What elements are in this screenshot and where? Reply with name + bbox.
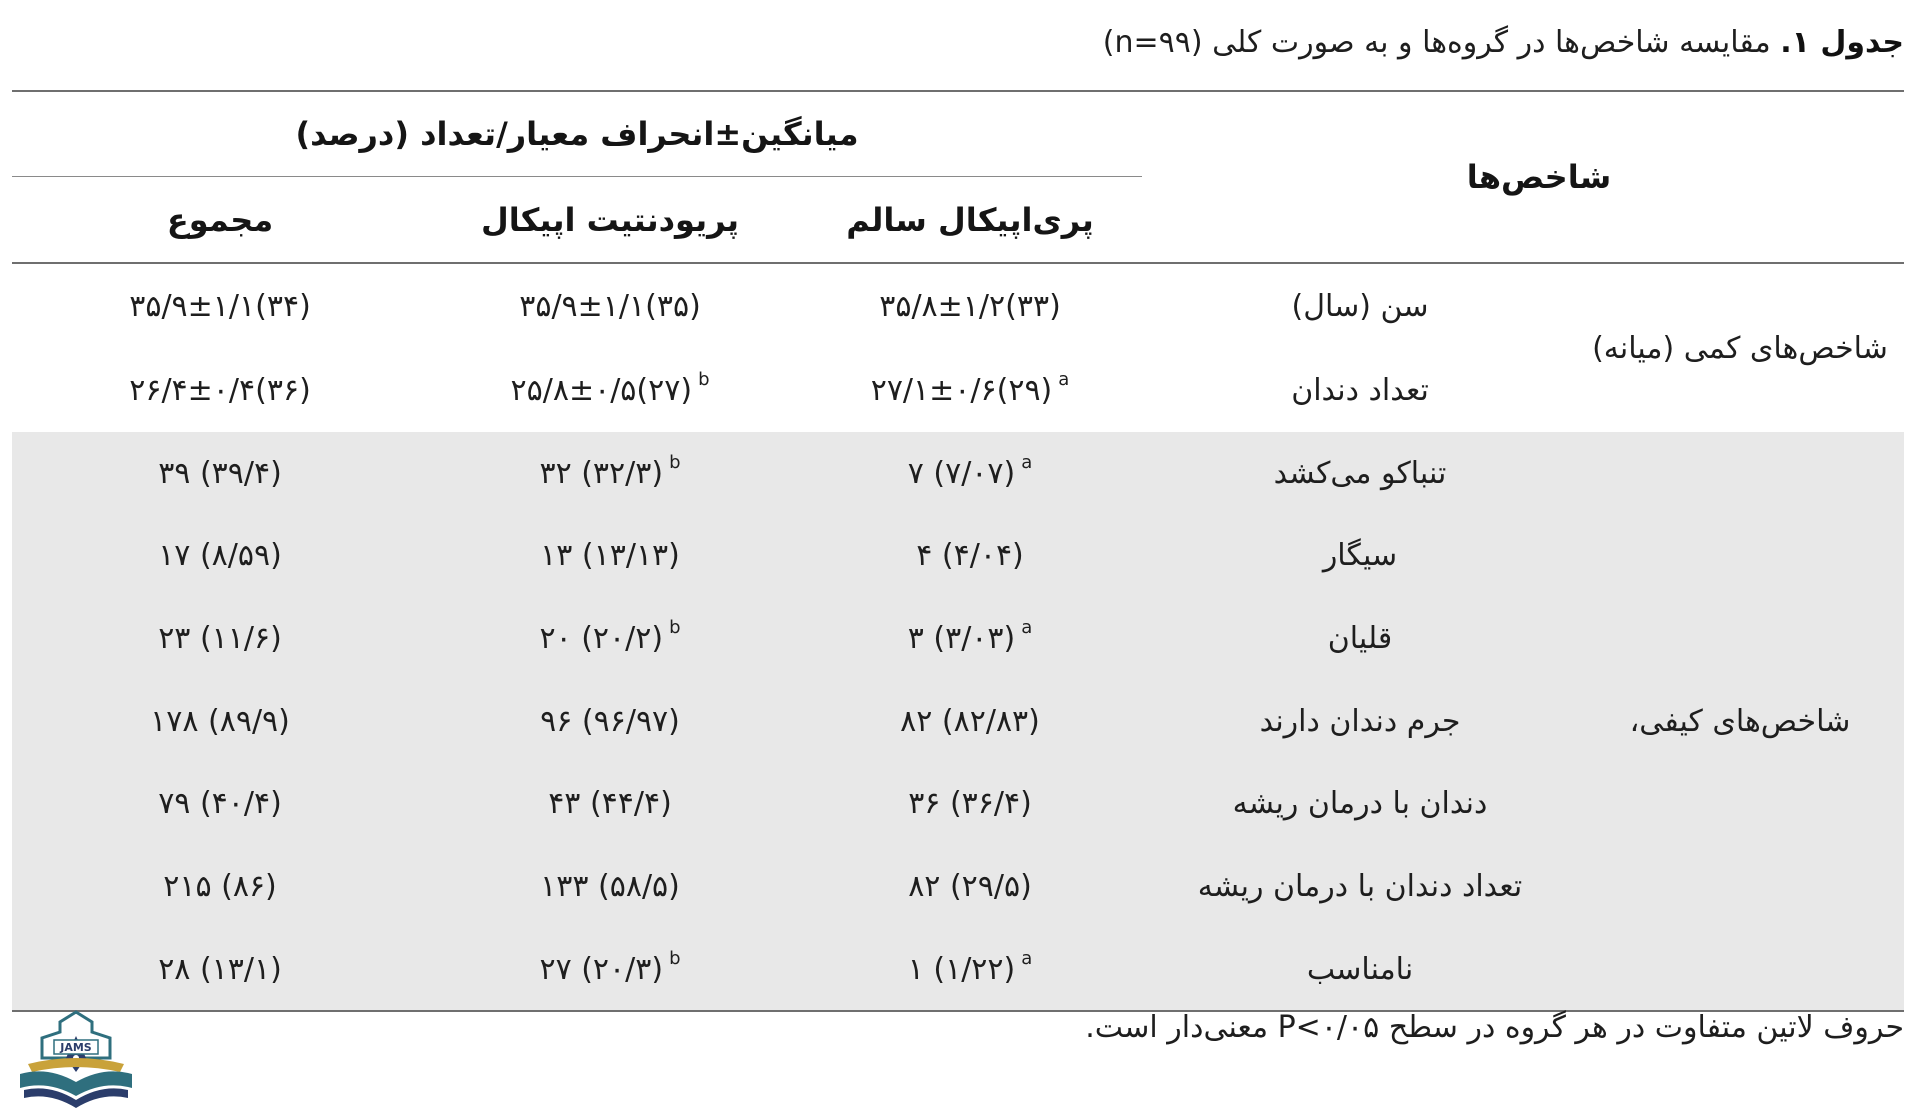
significance-mark: b [669, 616, 681, 638]
cell-periodontitis: ۲۰ (۲۰/۲) $^b$ [539, 616, 681, 656]
row-label: جرم دندان دارند [1259, 703, 1461, 739]
cell-total: ۱۷۸ (۸۹/۹) [150, 703, 290, 739]
journal-logo [14, 1008, 138, 1114]
cell-total: ۲۶/۴±۰/۴(۳۶) [129, 372, 311, 408]
header-indicators: شاخص‌ها [1466, 158, 1612, 196]
header-col-total: مجموع [166, 201, 274, 239]
row-label: سیگار [1322, 537, 1398, 573]
cell-total: ۲۳ (۱۱/۶) [158, 620, 282, 656]
significance-mark: b [669, 451, 681, 473]
significance-mark: b [669, 947, 681, 969]
cell-periodontitis: ۳۲ (۳۲/۳) $^b$ [539, 451, 681, 491]
cell-periodontitis: ۳۵/۹±۱/۱(۳۵) [519, 288, 701, 324]
table-footnote: حروف لاتین متفاوت در هر گروه در سطح P<۰/۰۵ معنی‌دار است. [1085, 1010, 1904, 1045]
cell-total: ۲۸ (۱۳/۱) [158, 951, 282, 987]
cell-total: ۲۱۵ (۸۶) [163, 868, 277, 904]
cell-healthy: ۸۲ (۸۲/۸۳) [900, 703, 1040, 739]
cell-periodontitis: ۱۳۳ (۵۸/۵) [540, 868, 680, 904]
cell-periodontitis: ۴۳ (۴۴/۴) [548, 785, 672, 821]
row-label: نامناسب [1306, 951, 1414, 987]
row-label: تعداد دندان [1291, 372, 1429, 408]
cell-periodontitis: ۹۶ (۹۶/۹۷) [540, 703, 680, 739]
cell-healthy: ۲۷/۱±۰/۶(۲۹) $^a$ [870, 368, 1070, 408]
caption-n: (n=۹۹) [1102, 25, 1203, 60]
svg-text:JAMS: JAMS [60, 1041, 92, 1054]
cell-healthy: ۳۵/۸±۱/۲(۳۳) [879, 288, 1061, 324]
cell-healthy: ۷ (۷/۰۷) $^a$ [907, 451, 1033, 491]
header-group-span: میانگین±انحراف معیار/تعداد (درصد) [295, 115, 859, 153]
cell-periodontitis: ۲۵/۸±۰/۵(۲۷) $^b$ [510, 368, 710, 408]
header-col-periodontitis: پریودنتیت اپیکال [481, 201, 740, 239]
row-label: دندان با درمان ریشه [1232, 785, 1488, 821]
table-caption [1103, 18, 1904, 68]
significance-mark: a [1021, 616, 1033, 638]
cell-healthy: ۸۲ (۲۹/۵) [908, 868, 1032, 904]
significance-mark: a [1021, 947, 1033, 969]
cell-healthy: ۳۶ (۳۶/۴) [908, 785, 1032, 821]
significance-mark: a [1058, 368, 1070, 390]
cell-healthy: ۱ (۱/۲۲) $^a$ [907, 947, 1033, 987]
cell-total: ۷۹ (۴۰/۴) [158, 785, 282, 821]
group-header-rule [12, 176, 1142, 177]
significance-mark: b [698, 368, 710, 390]
row-label: قلیان [1327, 620, 1393, 656]
caption-text: مقایسه شاخص‌ها در گروه‌ها و به صورت کلی [1212, 25, 1771, 60]
header-col-healthy: پری‌اپیکال سالم [846, 201, 1094, 239]
caption-label: جدول ۱. [1780, 25, 1904, 60]
cell-total: ۳۹ (۳۹/۴) [158, 455, 282, 491]
cell-periodontitis: ۱۳ (۱۳/۱۳) [540, 537, 680, 573]
row-label: تنباکو می‌کشد [1273, 455, 1447, 491]
row-label: سن (سال) [1291, 288, 1429, 324]
cell-healthy: ۴ (۴/۰۴) [916, 537, 1024, 573]
row-label: تعداد دندان با درمان ریشه [1197, 868, 1523, 904]
cell-total: ۱۷ (۸/۵۹) [158, 537, 282, 573]
cell-healthy: ۳ (۳/۰۳) $^a$ [907, 616, 1033, 656]
journal-logo-icon [14, 1008, 138, 1114]
section-quantitative: شاخص‌های کمی (میانه) [1592, 330, 1888, 366]
section-qualitative: شاخص‌های کیفی، [1629, 703, 1851, 739]
significance-mark: a [1021, 451, 1033, 473]
cell-periodontitis: ۲۷ (۲۰/۳) $^b$ [539, 947, 681, 987]
cell-total: ۳۵/۹±۱/۱(۳۴) [129, 288, 311, 324]
